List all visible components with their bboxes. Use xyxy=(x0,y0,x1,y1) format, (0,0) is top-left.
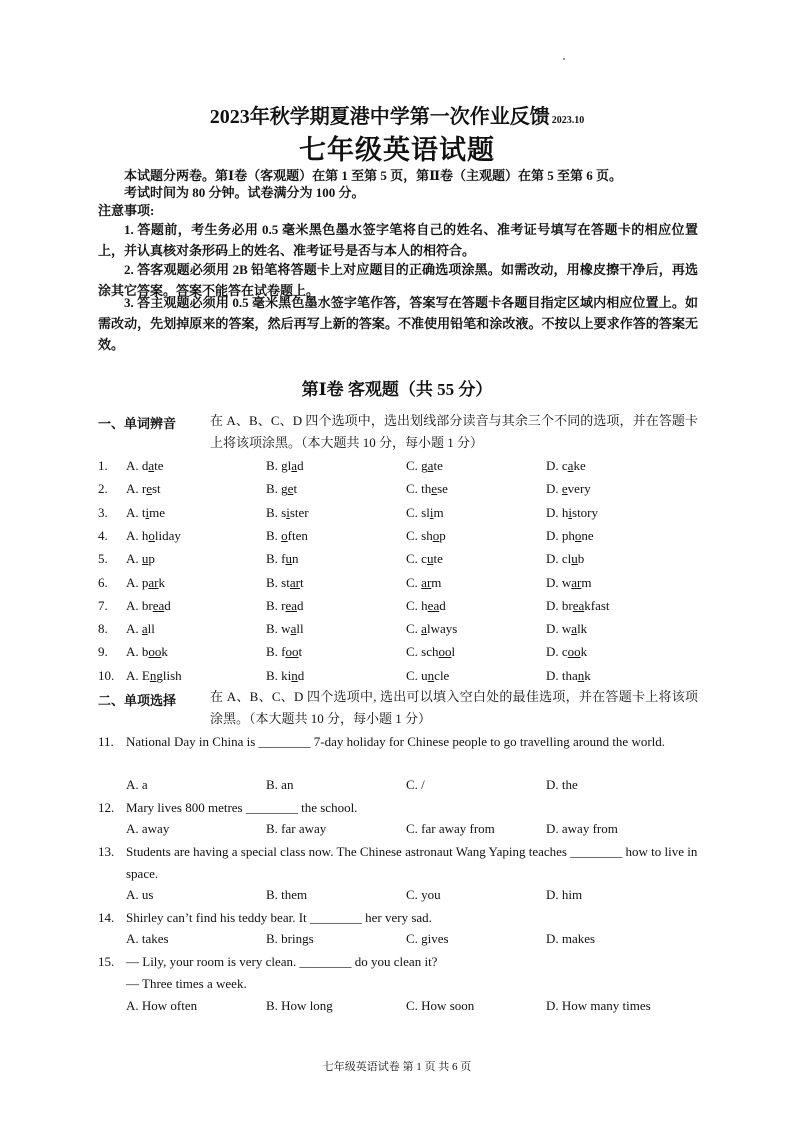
question-number: 6. xyxy=(98,574,108,590)
underlined-letters: a xyxy=(571,621,578,637)
option-b: B. start xyxy=(266,574,304,590)
option-b: B. kind xyxy=(266,667,305,683)
option-b: B. brings xyxy=(266,931,314,946)
option-a: A. away xyxy=(126,821,170,836)
underlined-letters: ea xyxy=(572,597,585,613)
underlined-letters: e xyxy=(431,481,438,497)
underlined-letters: i xyxy=(145,504,150,520)
option-c: C. always xyxy=(406,621,458,637)
question-number: 2. xyxy=(98,481,108,497)
question-text: Students are having a special class now. The Chinese astronaut Wang Yaping teaches ________ how to live in space. xyxy=(126,844,698,881)
underlined-letters: o xyxy=(574,527,582,543)
underlined-letters: a xyxy=(291,458,298,473)
underlined-letters: a xyxy=(567,458,574,473)
question-number: 14. xyxy=(98,910,115,925)
page-footer: 七年级英语试卷 第 1 页 共 6 页 xyxy=(322,1061,472,1073)
option-c: C. these xyxy=(406,481,448,497)
option-a: A. park xyxy=(126,574,165,590)
question-number: 11. xyxy=(98,734,114,749)
underlined-letters: n xyxy=(291,667,298,683)
option-d: D. history xyxy=(546,504,599,520)
option-c: C. arm xyxy=(406,574,442,590)
question-number: 9. xyxy=(98,644,108,660)
options-12 xyxy=(98,821,698,843)
option-d: D. cook xyxy=(546,644,588,660)
underlined-letters: o xyxy=(281,527,288,543)
question-number: 10. xyxy=(98,667,115,683)
option-b: B. get xyxy=(266,481,298,497)
underlined-letters: i xyxy=(568,504,573,520)
question-text: National Day in China is ________ 7-day holiday for Chinese people to go travelling around the world. xyxy=(126,734,666,749)
note-1: 1. 答题前，考生务必用 0.5 毫米黑色墨水签字笔将自己的姓名、准考证号填写在答题卡的相应位置上，并认真核对条形码上的姓名、准考证号是否与本人的相符合。 xyxy=(98,222,698,258)
underlined-letters: ar xyxy=(148,574,159,590)
phonics-row xyxy=(98,505,698,527)
underlined-letters: ar xyxy=(421,574,432,590)
underlined-letters: ar xyxy=(289,574,300,590)
scan-dot xyxy=(563,58,565,60)
underlined-letters: u xyxy=(285,551,292,567)
underlined-letters: n xyxy=(149,667,157,683)
underlined-letters: i xyxy=(429,504,434,520)
section-2-heading: 二、单项选择 xyxy=(98,693,177,708)
exam-subtitle: 七年级英语试题 xyxy=(299,135,495,165)
underlined-letters: ar xyxy=(571,574,582,590)
question-number: 7. xyxy=(98,597,108,613)
option-b: B. glad xyxy=(266,458,304,473)
phonics-row xyxy=(98,551,698,573)
underlined-letters: u xyxy=(141,551,149,567)
option-d: D. thank xyxy=(546,667,591,683)
question-15 xyxy=(98,951,698,995)
option-b: B. an xyxy=(266,777,294,792)
options-11 xyxy=(98,777,698,799)
option-c: C. you xyxy=(406,887,441,902)
underlined-letters: a xyxy=(141,621,148,637)
underlined-letters: u xyxy=(426,551,434,567)
option-a: A. book xyxy=(126,644,168,660)
option-a: A. all xyxy=(126,621,155,637)
phonics-row xyxy=(98,575,698,597)
question-text: Shirley can’t find his teddy bear. It ________ her very sad. xyxy=(126,910,432,925)
intro-line-1: 本试题分两卷。第Ⅰ卷（客观题）在第 1 至第 5 页，第Ⅱ卷（主观题）在第 5 至第 6 页。 xyxy=(124,168,623,183)
option-d: D. every xyxy=(546,481,591,497)
part-one-title: 第Ⅰ卷 客观题（共 55 分） xyxy=(301,380,493,399)
underlined-letters: e xyxy=(146,481,152,497)
option-a: A. us xyxy=(126,887,154,902)
underlined-letters: a xyxy=(290,621,297,637)
intro-line-2: 考试时间为 80 分钟。试卷满分为 100 分。 xyxy=(124,185,365,200)
option-c: C. How soon xyxy=(406,998,475,1013)
option-c: C. gate xyxy=(406,458,443,473)
option-d: D. walk xyxy=(546,621,588,637)
options-13 xyxy=(98,887,698,909)
underlined-letters: o xyxy=(148,527,155,543)
option-a: A. How often xyxy=(126,998,198,1013)
option-d: D. him xyxy=(546,887,583,902)
question-11 xyxy=(98,731,698,753)
question-response: — Three times a week. xyxy=(126,976,247,991)
option-d: D. the xyxy=(546,777,578,792)
option-d: D. How many times xyxy=(546,998,651,1013)
section-1-heading: 一、单词辨音 xyxy=(98,416,177,431)
underlined-letters: i xyxy=(286,504,290,520)
option-d: D. away from xyxy=(546,821,618,836)
question-number: 1. xyxy=(98,458,108,473)
option-c: C. school xyxy=(406,644,456,660)
option-a: A. takes xyxy=(126,931,169,946)
section-2-desc: 在 A、B、C、D 四个选项中, 选出可以填入空白处的最佳选项，并在答题卡上将该项涂黑。（本大题共 10 分，每小题 1 分） xyxy=(210,689,698,726)
underlined-letters: o xyxy=(432,527,440,543)
underlined-letters: oo xyxy=(438,644,452,660)
phonics-row xyxy=(98,481,698,503)
phonics-row xyxy=(98,621,698,643)
option-b: B. far away xyxy=(266,821,327,836)
underlined-letters: a xyxy=(427,458,434,473)
question-14 xyxy=(98,907,698,929)
underlined-letters: u xyxy=(571,551,578,567)
option-b: B. often xyxy=(266,527,308,543)
question-number: 5. xyxy=(98,551,108,567)
option-c: C. uncle xyxy=(406,667,450,683)
option-c: C. cute xyxy=(406,551,443,567)
option-c: C. gives xyxy=(406,931,449,946)
underlined-letters: e xyxy=(561,481,568,497)
option-a: A. English xyxy=(126,667,182,683)
option-d: D. club xyxy=(546,551,585,567)
question-number: 12. xyxy=(98,800,115,815)
option-b: B. wall xyxy=(266,621,304,637)
phonics-row xyxy=(98,458,698,480)
phonics-row xyxy=(98,644,698,666)
title-date: 2023.10 xyxy=(551,115,585,126)
option-c: C. shop xyxy=(406,527,446,543)
underlined-letters: e xyxy=(287,481,294,497)
title-text: 2023年秋学期夏港中学第一次作业反馈 xyxy=(209,106,550,128)
underlined-letters: a xyxy=(148,458,155,473)
option-c: C. head xyxy=(406,597,446,613)
option-c: C. / xyxy=(406,777,425,792)
option-a: A. time xyxy=(126,504,166,520)
question-number: 8. xyxy=(98,621,108,637)
option-d: D. warm xyxy=(546,574,592,590)
option-b: B. read xyxy=(266,597,304,613)
underlined-letters: ea xyxy=(152,597,165,613)
options-15 xyxy=(98,998,698,1020)
underlined-letters: n xyxy=(427,667,435,683)
option-b: B. them xyxy=(266,887,308,902)
option-a: A. bread xyxy=(126,597,171,613)
underlined-letters: ea xyxy=(285,597,298,613)
underlined-letters: oo xyxy=(285,644,299,660)
option-d: D. phone xyxy=(546,527,594,543)
question-number: 15. xyxy=(98,954,115,969)
question-text: — Lily, your room is very clean. ________ do you clean it? xyxy=(126,954,438,969)
option-b: B. How long xyxy=(266,998,333,1013)
underlined-letters: oo xyxy=(148,644,162,660)
underlined-letters: ea xyxy=(427,597,440,613)
phonics-row xyxy=(98,528,698,550)
option-b: B. sister xyxy=(266,504,309,520)
exam-title xyxy=(0,100,794,129)
option-c: C. slim xyxy=(406,504,444,520)
option-a: A. a xyxy=(126,777,148,792)
question-12 xyxy=(98,797,698,819)
option-d: D. cake xyxy=(546,458,586,473)
underlined-letters: n xyxy=(577,667,585,683)
option-a: A. holiday xyxy=(126,527,181,543)
section-1-desc: 在 A、B、C、D 四个选项中，选出划线部分读音与其余三个不同的选项，并在答题卡上将该项涂黑。（本大题共 10 分，每小题 1 分） xyxy=(210,413,698,450)
option-a: A. date xyxy=(126,458,164,473)
question-number: 4. xyxy=(98,527,108,543)
note-3: 3. 答主观题必须用 0.5 毫米黑色墨水签字笔作答，答案写在答题卡各题目指定区域内相应位置上。如需改动，先划掉原来的答案，然后再写上新的答案。不准使用铅笔和涂改液。不按以上要求作答的答案无效。 xyxy=(98,295,698,352)
note-2: 2. 答客观题必须用 2B 铅笔将答题卡上对应题目的正确选项涂黑。如需改动，用橡皮擦干净后，再选涂其它答案。答案不能答在试卷题上。 xyxy=(98,262,698,298)
option-d: D. makes xyxy=(546,931,596,946)
option-a: A. up xyxy=(126,551,155,567)
question-number: 13. xyxy=(98,844,115,859)
option-d: D. breakfast xyxy=(546,597,610,613)
notes-label: 注意事项: xyxy=(98,203,155,218)
phonics-row xyxy=(98,598,698,620)
option-c: C. far away from xyxy=(406,821,495,836)
option-b: B. fun xyxy=(266,551,299,567)
question-number: 3. xyxy=(98,504,108,520)
options-14 xyxy=(98,931,698,953)
question-text: Mary lives 800 metres ________ the school. xyxy=(126,800,358,815)
underlined-letters: a xyxy=(421,621,427,637)
option-b: B. foot xyxy=(266,644,303,660)
underlined-letters: oo xyxy=(567,644,581,660)
question-13 xyxy=(98,841,698,885)
option-a: A. rest xyxy=(126,481,161,497)
